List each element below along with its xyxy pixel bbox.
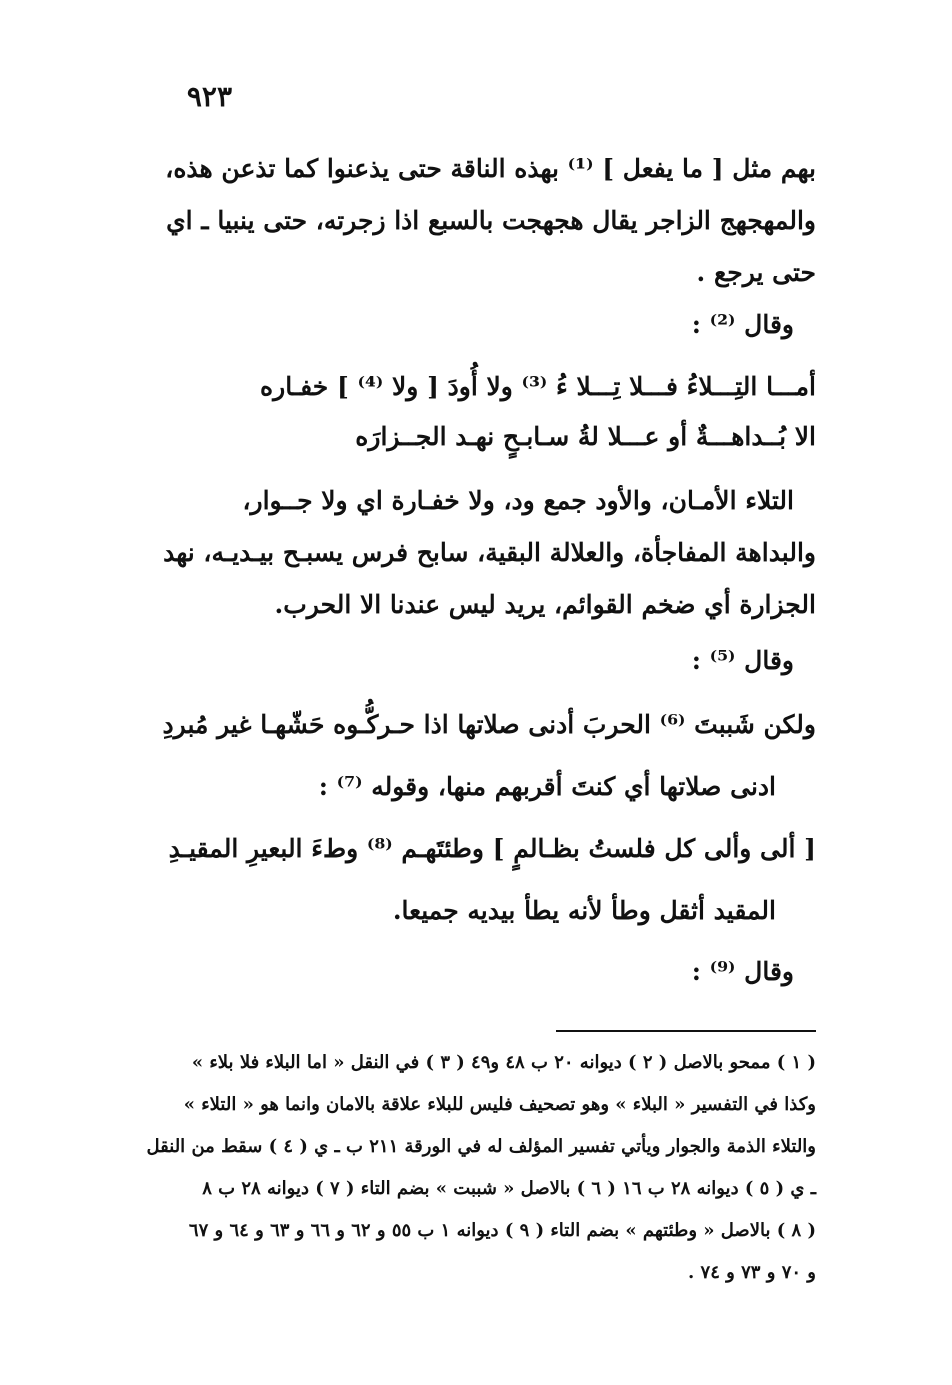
- text-line: بهم مثل [ ما يفعل ] ⁽¹⁾ بهذه الناقة حتى يذعنوا كما تذعن هذه،: [165, 154, 816, 183]
- verse-line: الا بُــداهـــةٌ أو عـــلا لةُ سـابـحٍ نهـد الجــزارَه: [355, 422, 816, 451]
- text-line: الجزارة أي ضخم القوائم، يريد ليس عندنا الا الحرب.: [274, 590, 816, 619]
- footnote-line: و ٧٠ و ٧٣ و ٧٤ .: [687, 1262, 816, 1283]
- text-line: وقال ⁽⁵⁾ :: [691, 646, 794, 675]
- footnote-line: ـ ي ( ٥ ) ديوانه ٢٨ ب ١٦ ( ٦ ) بالاصل « شببت » بضم التاء ( ٧ ) ديوانه ٢٨ ب ٨: [202, 1178, 816, 1199]
- verse-line: [ ألى وألى كل فلستُ بظـالمٍ ] وطئتَهـم ⁽⁸⁾ وطءَ البعيرِ المقيـدِ: [168, 834, 816, 863]
- text-line: المقيد أثقل وطأ لأنه يطأ بيديه جميعا.: [392, 896, 776, 925]
- text-line: والمهجهج الزاجر يقال هجهجت بالسبع اذا زجرته، حتى ينبيا ـ اي: [166, 206, 816, 235]
- verse-line: ولكن شَببتَ ⁽⁶⁾ الحربَ أدنى صلاتها اذا حـركُّـوه حَشّهـا غير مُبردِ: [162, 710, 816, 739]
- text-line: حتى يرجع .: [696, 258, 816, 287]
- text-line: التلاء الأمـان، والأود جمع ود، ولا خفـارة اي ولا جــوار،: [242, 486, 794, 515]
- text-line: والبداهة المفاجأة، والعلالة البقية، سابح فرس يسبـح بيـديـه، نهد: [163, 538, 816, 567]
- footnote-line: ( ٨ ) بالاصل « وطئتهم » بضم التاء ( ٩ ) ديوانه ١ ب ٥٥ و ٦٢ و ٦٦ و ٦٣ و ٦٤ و ٦٧: [188, 1220, 816, 1241]
- footnote-line: ( ١ ) ممحو بالاصل ( ٢ ) ديوانه ٢٠ ب ٤٨ و٤٩ ( ٣ ) في النقل « اما البلاء فلا بلاء »: [191, 1052, 816, 1073]
- text-line: وقال ⁽²⁾ :: [691, 310, 794, 339]
- text-line: وقال ⁽⁹⁾ :: [691, 957, 794, 986]
- footnote-divider: [556, 1030, 816, 1032]
- verse-line: أمـــا التِـــلاءُ فـــلا تِـــلا ءُ ⁽³⁾ ولا أُودَ [ ولا ⁽⁴⁾ ] خفـاره: [260, 372, 816, 401]
- page-number: ٩٢٣: [186, 80, 232, 113]
- footnote-line: وكذا في التفسير « البلاء » وهو تصحيف فليس للبلاء علاقة بالامان وانما هو « التلاء »: [183, 1094, 816, 1115]
- text-line: ادنى صلاتها أي كنتَ أقربهم منها، وقوله ⁽⁷⁾ :: [318, 772, 776, 801]
- footnote-line: والتلاء الذمة والجوار ويأتي تفسير المؤلف له في الورقة ٢١١ ب ـ ي ( ٤ ) سقط من النقل: [146, 1136, 816, 1157]
